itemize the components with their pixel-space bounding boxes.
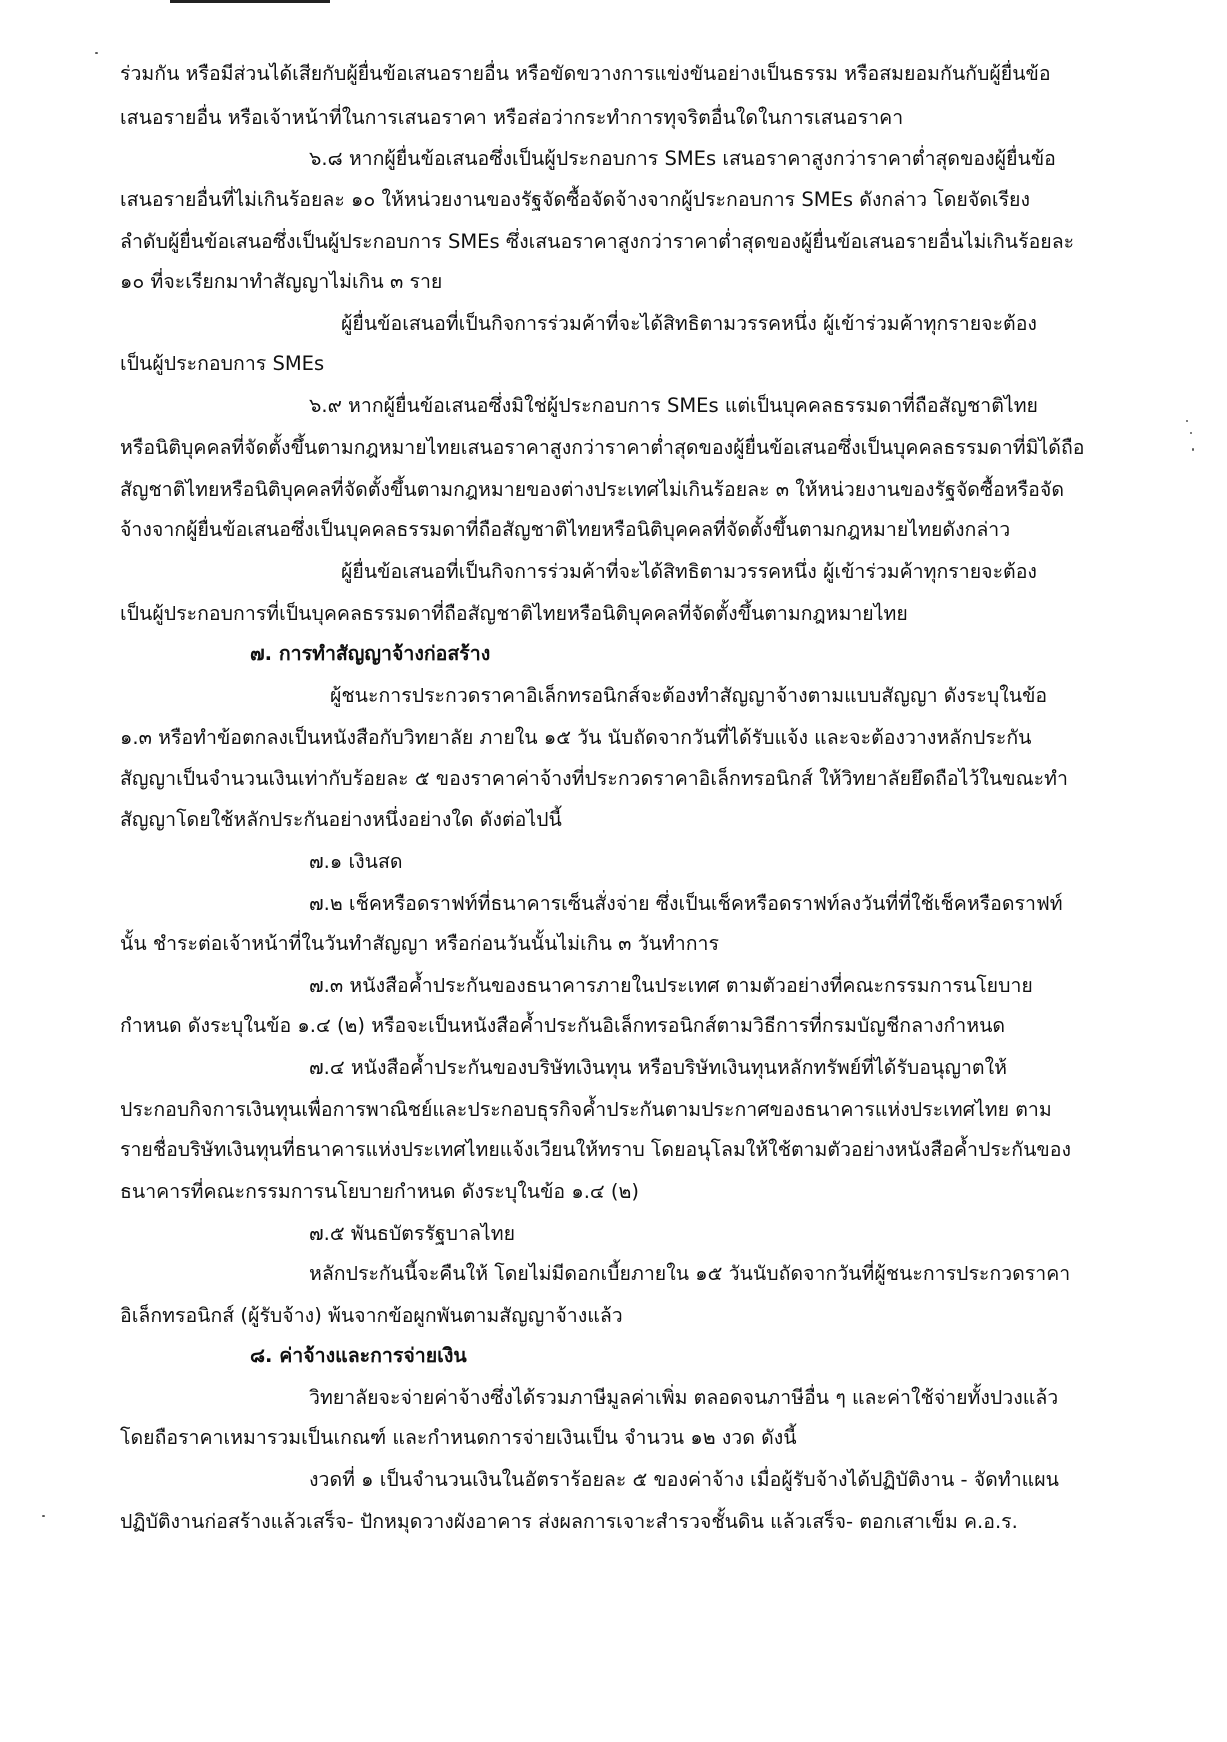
paragraph-line: โดยถือราคาเหมารวมเป็นเกณฑ์ และกำหนดการจ่ายเงินเป็น จำนวน ๑๒ งวด ดังนี้ <box>120 1426 797 1449</box>
paragraph-line: ลำดับผู้ยื่นข้อเสนอซึ่งเป็นผู้ประกอบการ SMEs ซึ่งเสนอราคาสูงกว่าราคาต่ำสุดของผู้ยื่นข้อเสนอรายอื่นไม่เกินร้อยละ <box>120 230 1075 253</box>
paragraph-line: กำหนด ดังระบุในข้อ ๑.๔ (๒) หรือจะเป็นหนังสือค้ำประกันอิเล็กทรอนิกส์ตามวิธีการที่กรมบัญชีกลางกำหนด <box>120 1014 1006 1037</box>
scan-speck <box>95 52 98 54</box>
paragraph-line: ผู้ยื่นข้อเสนอที่เป็นกิจการร่วมค้าที่จะได้สิทธิตามวรรคหนึ่ง ผู้เข้าร่วมค้าทุกรายจะต้อง <box>341 560 1037 583</box>
scan-speck <box>1190 432 1192 434</box>
clause-7-1: ๗.๑ เงินสด <box>309 850 403 873</box>
section-8-heading: ๘. ค่าจ้างและการจ่ายเงิน <box>250 1344 467 1367</box>
section-7-heading: ๗. การทำสัญญาจ้างก่อสร้าง <box>250 642 491 665</box>
paragraph-line: สัญชาติไทยหรือนิติบุคคลที่จัดตั้งขึ้นตามกฎหมายของต่างประเทศไม่เกินร้อยละ ๓ ให้หน่วยงานของรัฐจัดซื้อหรือจัด <box>120 478 1064 501</box>
paragraph-line: นั้น ชำระต่อเจ้าหน้าที่ในวันทำสัญญา หรือก่อนวันนั้นไม่เกิน ๓ วันทำการ <box>120 932 719 955</box>
clause-6-8-heading: ๖.๘ หากผู้ยื่นข้อเสนอซึ่งเป็นผู้ประกอบการ SMEs เสนอราคาสูงกว่าราคาต่ำสุดของผู้ยื่นข้อ <box>309 147 1056 170</box>
clause-7-5: ๗.๕ พันธบัตรรัฐบาลไทย <box>309 1222 516 1245</box>
clause-7-4: ๗.๔ หนังสือค้ำประกันของบริษัทเงินทุน หรือบริษัทเงินทุนหลักทรัพย์ที่ได้รับอนุญาตให้ <box>309 1056 1007 1079</box>
paragraph-line: ปฏิบัติงานก่อสร้างแล้วเสร็จ- ปักหมุดวางผังอาคาร ส่งผลการเจาะสำรวจชั้นดิน แล้วเสร็จ- ตอกเสาเข็ม ค.อ.ร. <box>120 1510 1018 1533</box>
paragraph-line: ประกอบกิจการเงินทุนเพื่อการพาณิชย์และประกอบธุรกิจค้ำประกันตามประกาศของธนาคารแห่งประเทศไทย ตาม <box>120 1098 1052 1121</box>
paragraph-line: สัญญาเป็นจำนวนเงินเท่ากับร้อยละ ๕ ของราคาค่าจ้างที่ประกวดราคาอิเล็กทรอนิกส์ ให้วิทยาลัยยึดถือไว้ในขณะทำ <box>120 767 1068 790</box>
paragraph-line: เป็นผู้ประกอบการ SMEs <box>120 352 325 375</box>
paragraph-line: เสนอรายอื่น หรือเจ้าหน้าที่ในการเสนอราคา หรือส่อว่ากระทำการทุจริตอื่นใดในการเสนอราคา <box>120 106 904 129</box>
paragraph-line: รายชื่อบริษัทเงินทุนที่ธนาคารแห่งประเทศไทยแจ้งเวียนให้ทราบ โดยอนุโลมให้ใช้ตามตัวอย่างหนังสือค้ำประกันของ <box>120 1138 1071 1161</box>
clause-7-2: ๗.๒ เช็คหรือดราฟท์ที่ธนาคารเซ็นสั่งจ่าย ซึ่งเป็นเช็คหรือดราฟท์ลงวันที่ที่ใช้เช็คหรือดราฟท์ <box>309 892 1063 915</box>
clause-7-3: ๗.๓ หนังสือค้ำประกันของธนาคารภายในประเทศ ตามตัวอย่างที่คณะกรรมการนโยบาย <box>309 974 1033 997</box>
paragraph-line: อิเล็กทรอนิกส์ (ผู้รับจ้าง) พ้นจากข้อผูกพันตามสัญญาจ้างแล้ว <box>120 1304 623 1327</box>
scan-edge-line <box>170 0 330 3</box>
paragraph-line: ๑.๓ หรือทำข้อตกลงเป็นหนังสือกับวิทยาลัย ภายใน ๑๕ วัน นับถัดจากวันที่ได้รับแจ้ง และจะต้องวางหลักประกัน <box>120 726 1032 749</box>
scan-speck <box>1192 448 1194 451</box>
paragraph-line: หรือนิติบุคคลที่จัดตั้งขึ้นตามกฎหมายไทยเสนอราคาสูงกว่าราคาต่ำสุดของผู้ยื่นข้อเสนอซึ่งเป็นบุคคลธรรมดาที่มิได้ถือ <box>120 436 1085 459</box>
paragraph-line: วิทยาลัยจะจ่ายค่าจ้างซึ่งได้รวมภาษีมูลค่าเพิ่ม ตลอดจนภาษีอื่น ๆ และค่าใช้จ่ายทั้งปวงแล้ว <box>309 1386 1059 1409</box>
paragraph-line: สัญญาโดยใช้หลักประกันอย่างหนึ่งอย่างใด ดังต่อไปนี้ <box>120 808 562 831</box>
paragraph-line: เป็นผู้ประกอบการที่เป็นบุคคลธรรมดาที่ถือสัญชาติไทยหรือนิติบุคคลที่จัดตั้งขึ้นตามกฎหมายไทย <box>120 602 908 625</box>
installment-1-line: งวดที่ ๑ เป็นจำนวนเงินในอัตราร้อยละ ๕ ของค่าจ้าง เมื่อผู้รับจ้างได้ปฏิบัติงาน - จัดทำแผน <box>309 1468 1059 1491</box>
paragraph-line: ผู้ชนะการประกวดราคาอิเล็กทรอนิกส์จะต้องทำสัญญาจ้างตามแบบสัญญา ดังระบุในข้อ <box>330 684 1048 707</box>
clause-6-9-heading: ๖.๙ หากผู้ยื่นข้อเสนอซึ่งมิใช่ผู้ประกอบการ SMEs แต่เป็นบุคคลธรรมดาที่ถือสัญชาติไทย <box>309 394 1038 417</box>
paragraph-line: ผู้ยื่นข้อเสนอที่เป็นกิจการร่วมค้าที่จะได้สิทธิตามวรรคหนึ่ง ผู้เข้าร่วมค้าทุกรายจะต้อง <box>341 312 1037 335</box>
paragraph-line: ๑๐ ที่จะเรียกมาทำสัญญาไม่เกิน ๓ ราย <box>120 270 443 293</box>
paragraph-line: หลักประกันนี้จะคืนให้ โดยไม่มีดอกเบี้ยภายใน ๑๕ วันนับถัดจากวันที่ผู้ชนะการประกวดราคา <box>309 1262 1071 1285</box>
scan-speck <box>42 1515 45 1517</box>
paragraph-line: เสนอรายอื่นที่ไม่เกินร้อยละ ๑๐ ให้หน่วยงานของรัฐจัดซื้อจัดจ้างจากผู้ประกอบการ SMEs ดังกล่าว โดยจัดเรียง <box>120 188 1030 211</box>
scan-speck <box>1186 420 1188 422</box>
paragraph-line: จ้างจากผู้ยื่นข้อเสนอซึ่งเป็นบุคคลธรรมดาที่ถือสัญชาติไทยหรือนิติบุคคลที่จัดตั้งขึ้นตามกฎหมายไทยดังกล่าว <box>120 518 1011 541</box>
paragraph-line: ธนาคารที่คณะกรรมการนโยบายกำหนด ดังระบุในข้อ ๑.๔ (๒) <box>120 1180 639 1203</box>
paragraph-line: ร่วมกัน หรือมีส่วนได้เสียกับผู้ยื่นข้อเสนอรายอื่น หรือขัดขวางการแข่งขันอย่างเป็นธรรม หรือสมยอมกันกับผู้ยื่นข้อ <box>120 62 1051 85</box>
